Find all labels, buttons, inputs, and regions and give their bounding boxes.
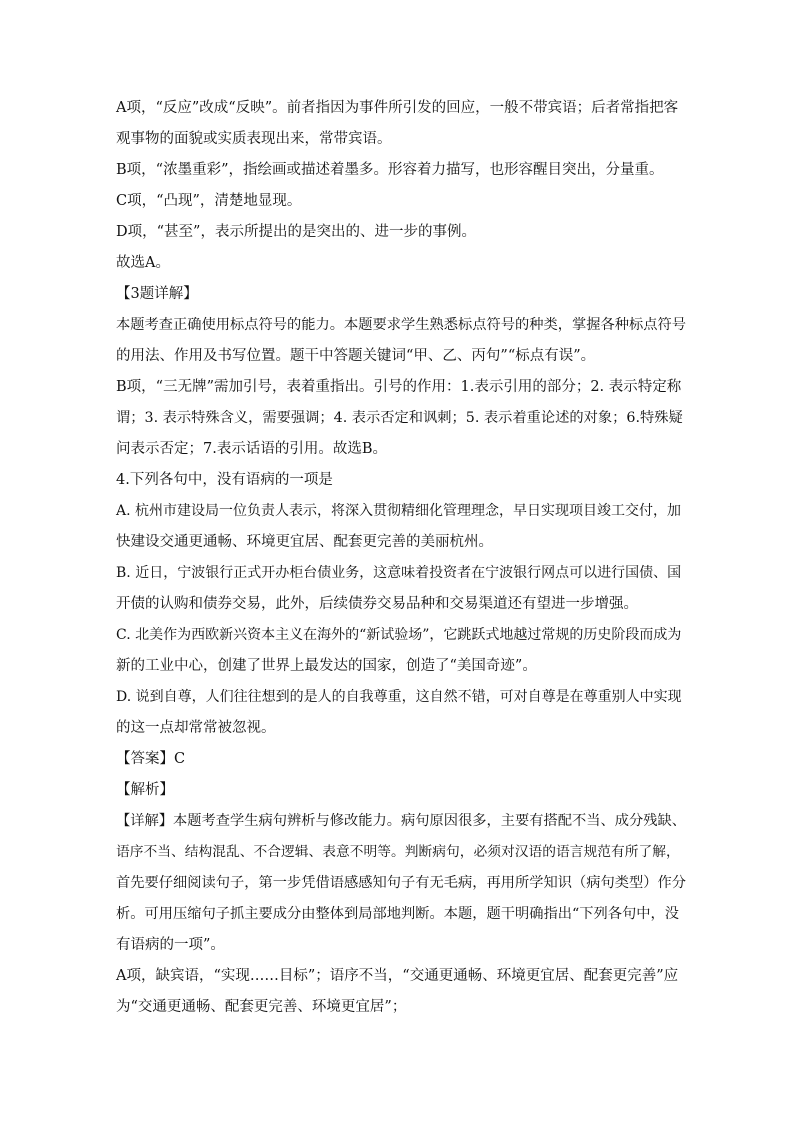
- text-line: 语序不当、结构混乱、不合逻辑、表意不明等。判断病句，必须对汉语的语言规范有所了解，: [116, 844, 680, 860]
- answer-line: 【答案】C: [116, 751, 186, 767]
- option-d-line: D. 说到自尊，人们往往想到的是人的自我尊重，这自然不错，可对自尊是在尊重别人中实现: [116, 689, 682, 705]
- text-line: 为“交通更通畅、配套更完善、环境更宜居”；: [116, 999, 407, 1015]
- option-d-line: 的这一点却常常被忽视。: [116, 720, 276, 736]
- text-line: 观事物的面貌或实质表现出来，常带宾语。: [116, 131, 392, 147]
- option-c-line: C. 北美作为西欧新兴资本主义在海外的“新试验场”，它跳跃式地越过常规的历史阶段而成为: [116, 627, 682, 643]
- text-line: 的用法、作用及书写位置。题干中答题关键词“甲、乙、丙句”“标点有误”。: [116, 348, 596, 364]
- text-line: 【详解】本题考查学生病句辨析与修改能力。病句原因很多，主要有搭配不当、成分残缺、: [116, 813, 687, 829]
- option-a-line: A. 杭州市建设局一位负责人表示，将深入贯彻精细化管理理念，早日实现项目竣工交付，加: [116, 503, 682, 519]
- text-line: B项，“浓墨重彩”，指绘画或描述着墨多。形容着力描写，也形容醒目突出，分量重。: [116, 162, 664, 178]
- text-line: 析。可用压缩句子抓主要成分由整体到局部地判断。本题，题干明确指出“下列各句中，没: [116, 906, 680, 922]
- option-a-line: 快建设交通更通畅、环境更宜居、配套更完善的美丽杭州。: [116, 534, 493, 550]
- answer-explanation-body: [116, 93, 688, 1023]
- option-b-line: 开债的认购和债券交易，此外，后续债券交易品种和交易渠道还有望进一步增强。: [116, 596, 638, 612]
- text-line: B项，“三无牌”需加引号，表着重指出。引号的作用：1.表示引用的部分；2. 表示特定称: [116, 379, 682, 395]
- text-line: 故选A。: [116, 255, 170, 271]
- text-line: C项，“凸现”，清楚地显现。: [116, 193, 302, 209]
- text-line: 有语病的一项”。: [116, 937, 225, 953]
- option-b-line: B. 近日，宁波银行正式开办柜台债业务，这意味着投资者在宁波银行网点可以进行国债、国: [116, 565, 682, 581]
- text-line: 本题考查正确使用标点符号的能力。本题要求学生熟悉标点符号的种类，掌握各种标点符号: [116, 317, 687, 333]
- question-stem: 4.下列各句中，没有语病的一项是: [116, 472, 333, 488]
- text-line: 问表示否定；7.表示话语的引用。故选B。: [116, 441, 387, 457]
- text-line: D项，“甚至”，表示所提出的是突出的、进一步的事例。: [116, 224, 476, 240]
- text-line: 谓；3. 表示特殊含义，需要强调；4. 表示否定和讽刺；5. 表示着重论述的对象；6.特殊疑: [116, 410, 683, 426]
- text-line: A项，缺宾语，“实现……目标”；语序不当，“交通更通畅、环境更宜居、配套更完善”应: [116, 968, 679, 984]
- section-heading: 【3题详解】: [116, 286, 198, 302]
- option-c-line: 新的工业中心，创建了世界上最发达的国家，创造了“美国奇迹”。: [116, 658, 537, 674]
- text-line: 首先要仔细阅读句子，第一步凭借语感感知句子有无毛病，再用所学知识（病句类型）作分: [116, 875, 687, 891]
- text-line: A项，“反应”改成“反映”。前者指因为事件所引发的回应，一般不带宾语；后者常指把客: [116, 100, 679, 116]
- analysis-heading: 【解析】: [116, 782, 174, 798]
